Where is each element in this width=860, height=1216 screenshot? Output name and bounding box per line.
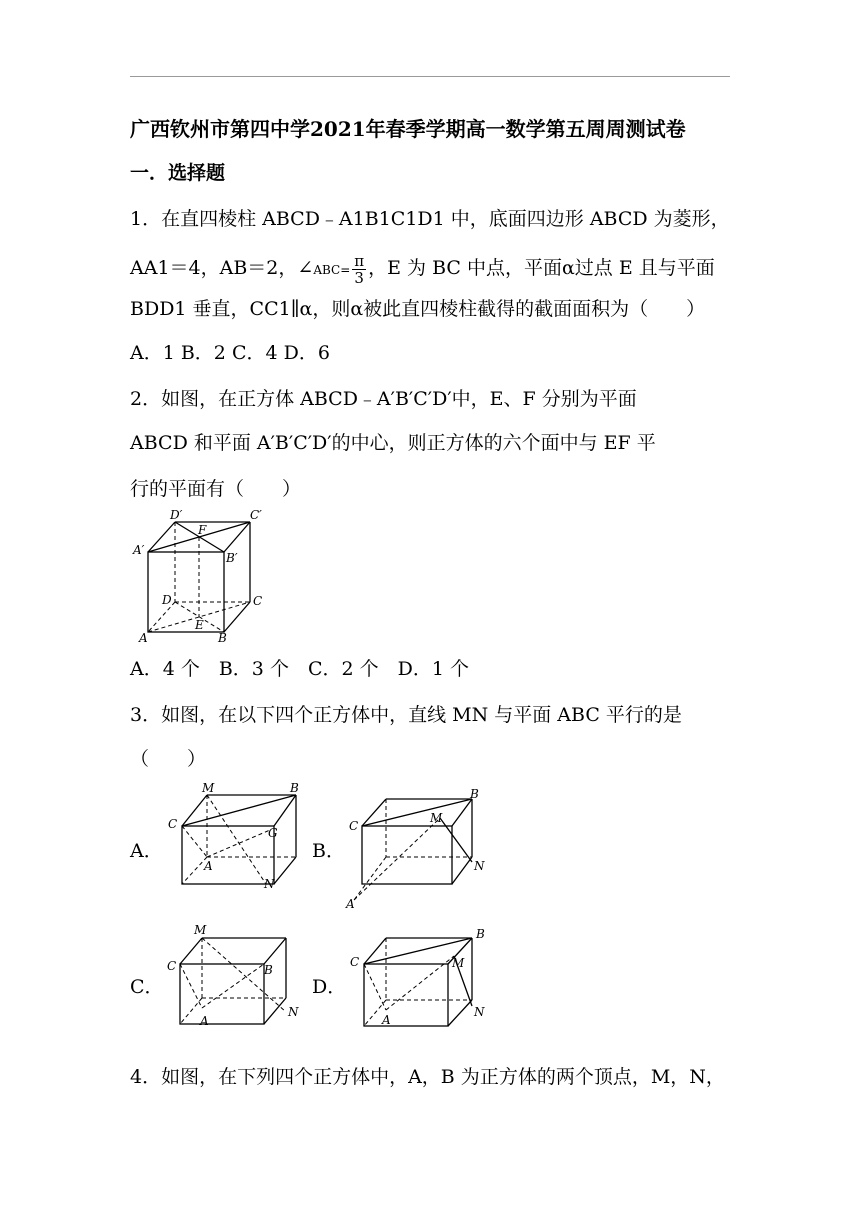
page-title: 广西钦州市第四中学2021年春季学期高一数学第五周周测试卷 [130, 117, 686, 141]
q1-line2-b: ，E 为 BC 中点，平面α过点 E 且与平面 [368, 257, 715, 279]
label-Bp: B′ [226, 551, 238, 565]
figA-label-G: G [268, 826, 278, 840]
label-D: D [162, 593, 172, 607]
angle-label: ABC [313, 263, 341, 277]
label-F: F [198, 523, 207, 537]
q2-line3: 行的平面有（ ） [130, 478, 302, 500]
q2-line1: 2．如图，在正方体 ABCD﹣A′B′C′D′中，E、F 分别为平面 [130, 388, 637, 410]
label-A: A [139, 631, 148, 645]
fraction-denominator: 3 [354, 268, 364, 287]
figC-label-A: A [200, 1014, 209, 1028]
q1-line1: 1．在直四棱柱 ABCD﹣A1B1C1D1 中，底面四边形 ABCD 为菱形， [130, 208, 730, 230]
figC-label-B: B [264, 963, 273, 977]
q3-option-d-label: D． [312, 976, 347, 998]
section-heading: 一．选择题 [130, 162, 226, 184]
figD-label-M: M [452, 956, 465, 970]
q3-figure-c [160, 920, 310, 1039]
q2-line2: ABCD 和平面 A′B′C′D′的中心，则正方体的六个面中与 EF 平 [130, 432, 656, 454]
label-Cp: C′ [250, 508, 262, 522]
label-B: B [218, 631, 227, 645]
figD-label-B: B [476, 927, 485, 941]
q3-figure-d [342, 920, 502, 1039]
q1-line2: AA1＝4，AB＝2，∠ABC= $\frac{\pi}{3}$ ，E 为 BC 中点，平面α过点 E 且与平面 [130, 251, 715, 287]
label-Dp: D′ [170, 508, 183, 522]
q3-line1: 3．如图，在以下四个正方体中，直线 MN 与平面 ABC 平行的是 [130, 704, 682, 726]
q3-line2: （ ） [130, 748, 207, 770]
figA-label-M: M [202, 782, 215, 795]
figC-label-C: C [167, 959, 177, 973]
figB-label-C: C [349, 819, 359, 833]
figA-label-B: B [290, 782, 299, 795]
figC-label-N: N [288, 1005, 299, 1019]
q2-options: A．4 个 B．3 个 C．2 个 D．1 个 [130, 658, 469, 680]
q3-option-a-label: A． [130, 840, 163, 862]
q3-option-b-label: B． [312, 840, 345, 862]
figA-label-C: C [168, 817, 178, 831]
figA-label-A: A [204, 859, 213, 873]
figB-label-B: B [470, 787, 479, 801]
figA-label-N: N [264, 877, 275, 891]
fraction-numerator: π [354, 251, 365, 270]
q3-figure-b [342, 782, 502, 916]
fraction-pi-over-3 [352, 253, 366, 286]
q1-options: A．1 B．2 C．4 D．6 [130, 342, 330, 364]
q1-line2-a: AA1＝4，AB＝2，∠ [130, 257, 314, 279]
figB-label-M: M [430, 811, 443, 825]
q3-figure-a [160, 782, 310, 896]
label-Ap: A′ [133, 543, 145, 557]
figC-label-M: M [194, 923, 207, 937]
q3-option-c-label: C． [130, 976, 164, 998]
figB-label-N: N [474, 859, 485, 873]
figD-label-N: N [474, 1005, 485, 1019]
q4-line1: 4．如图，在下列四个正方体中，A，B 为正方体的两个顶点，M，N， [130, 1066, 725, 1088]
label-C: C [253, 594, 263, 608]
figD-label-C: C [350, 955, 360, 969]
figB-label-A: A [346, 897, 355, 911]
q1-line3: BDD1 垂直，CC1∥α，则α被此直四棱柱截得的截面面积为（ ） [130, 298, 706, 320]
header-rule [130, 76, 730, 77]
figD-label-A: A [382, 1013, 391, 1027]
q2-cube-figure [130, 508, 270, 652]
label-E: E [195, 618, 204, 632]
